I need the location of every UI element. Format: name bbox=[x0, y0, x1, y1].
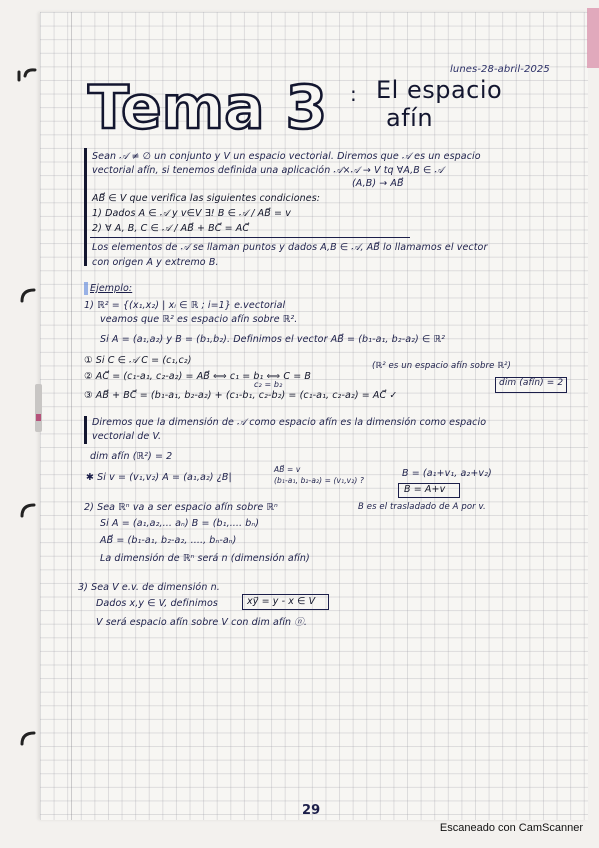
item3-line-3: V será espacio afín sobre V con dim afín ⓝ. bbox=[96, 617, 308, 628]
margin-line bbox=[71, 12, 72, 820]
item3-line-1: 3) Sea V e.v. de dimensión n. bbox=[78, 582, 220, 593]
binder-ring-icon bbox=[16, 287, 38, 303]
ejemplo-line-2: veamos que ℝ² es espacio afín sobre ℝ². bbox=[100, 314, 298, 325]
binder-ring-icon bbox=[16, 730, 38, 746]
step-1: ① Si C ∈ 𝒜 C = (c₁,c₂) bbox=[84, 355, 192, 366]
title-main: Tema 3 bbox=[88, 73, 328, 142]
page-title bbox=[86, 70, 356, 146]
item2-line-2: Si A = (a₁,a₂,... aₙ) B = (b₁,.... bₙ) bbox=[100, 518, 260, 529]
binder-ring-icon bbox=[16, 66, 38, 82]
title-separator: : bbox=[350, 82, 358, 106]
item2-line-1: 2) Sea ℝⁿ va a ser espacio afín sobre ℝⁿ bbox=[84, 502, 278, 513]
title-line2: afín bbox=[386, 104, 434, 132]
item2-line-4: La dimensión de ℝⁿ será n (dimensión afín) bbox=[100, 553, 310, 564]
notebook-side-tab bbox=[35, 384, 42, 432]
definition-line-4: AB⃗ ∈ V que verifica las siguientes condiciones: bbox=[92, 193, 321, 204]
item3-line-2: Dados x,y ∈ V, definimos bbox=[96, 598, 218, 609]
dimension-line-3: dim afín (ℝ²) = 2 bbox=[90, 451, 173, 462]
date: lunes-28-abril-2025 bbox=[450, 64, 550, 75]
ejemplo-note: (ℝ² es un espacio afín sobre ℝ²) bbox=[372, 361, 511, 371]
points-line-2: con origen A y extremo B. bbox=[92, 257, 219, 268]
b-formula: B = (a₁+v₁, a₂+v₂) bbox=[402, 468, 492, 479]
dimension-line-4c: (b₁-a₁, b₂-a₂) = (v₁,v₂) ? bbox=[274, 476, 364, 485]
condition-2: 2) ∀ A, B, C ∈ 𝒜 / AB⃗ + BC⃗ = AC⃗ bbox=[92, 223, 250, 234]
scanner-watermark: Escaneado con CamScanner bbox=[439, 822, 583, 834]
def-box-text: xy⃗ = y - x ∈ V bbox=[247, 596, 316, 607]
dimension-line-4b: AB⃗ = v bbox=[274, 465, 301, 474]
ejemplo-line-1: 1) ℝ² = {(x₁,x₂) | xᵢ ∈ ℝ ; i=1} e.vectorial bbox=[84, 300, 286, 311]
dimension-line-2: vectorial de V. bbox=[92, 431, 162, 442]
item2-line-1b: B es el trasladado de A por v. bbox=[358, 502, 486, 512]
dimension-margin-bar bbox=[84, 416, 87, 444]
title-line1: El espacio bbox=[376, 76, 503, 104]
ejemplo-highlight bbox=[84, 282, 88, 295]
b-box-text: B = A+v bbox=[404, 484, 446, 495]
ejemplo-line-3: Si A = (a₁,a₂) y B = (b₁,b₂). Definimos el vector AB⃗ = (b₁-a₁, b₂-a₂) ∈ ℝ² bbox=[100, 334, 446, 345]
definition-line-3: (A,B) → AB⃗ bbox=[352, 178, 404, 189]
condition-1: 1) Dados A ∈ 𝒜 y v∈V ∃! B ∈ 𝒜 / AB⃗ = v bbox=[92, 208, 291, 219]
step-2-sub: c₂ = b₂ bbox=[254, 380, 283, 389]
page-edge-strip bbox=[587, 8, 599, 68]
binder-ring-icon bbox=[16, 502, 38, 518]
definition-line-2: vectorial afín, si tenemos definida una aplicación 𝒜×𝒜 → V tq ∀A,B ∈ 𝒜 bbox=[92, 165, 444, 176]
divider bbox=[90, 237, 410, 238]
step-3: ③ AB⃗ + BC⃗ = (b₁-a₁, b₂-a₂) + (c₁-b₁, c₂-b₂) = (c₁-a₁, c₂-a₂) = AC⃗ ✓ bbox=[84, 390, 398, 401]
points-line-1: Los elementos de 𝒜 se llaman puntos y dados A,B ∈ 𝒜, AB⃗ lo llamamos el vector bbox=[92, 242, 488, 253]
dim-box-text: dim (afín) = 2 bbox=[499, 378, 564, 388]
dimension-line-4: ✱ Si v = (v₁,v₂) A = (a₁,a₂) ¿B| bbox=[86, 472, 232, 483]
dimension-line-1: Diremos que la dimensión de 𝒜 como espacio afín es la dimensión como espacio bbox=[92, 417, 487, 428]
item2-line-3: AB⃗ = (b₁-a₁, b₂-a₂, ...., bₙ-aₙ) bbox=[100, 535, 237, 546]
definition-margin-bar bbox=[84, 148, 87, 266]
step-2: ② AC⃗ = (c₁-a₁, c₂-a₂) = AB⃗ ⟺ c₁ = b₁ ⟺ C = B bbox=[84, 371, 312, 382]
page-number: 29 bbox=[302, 803, 321, 818]
ejemplo-label: Ejemplo: bbox=[90, 283, 133, 294]
definition-line-1: Sean 𝒜 ≠ ∅ un conjunto y V un espacio vectorial. Diremos que 𝒜 es un espacio bbox=[92, 151, 481, 162]
